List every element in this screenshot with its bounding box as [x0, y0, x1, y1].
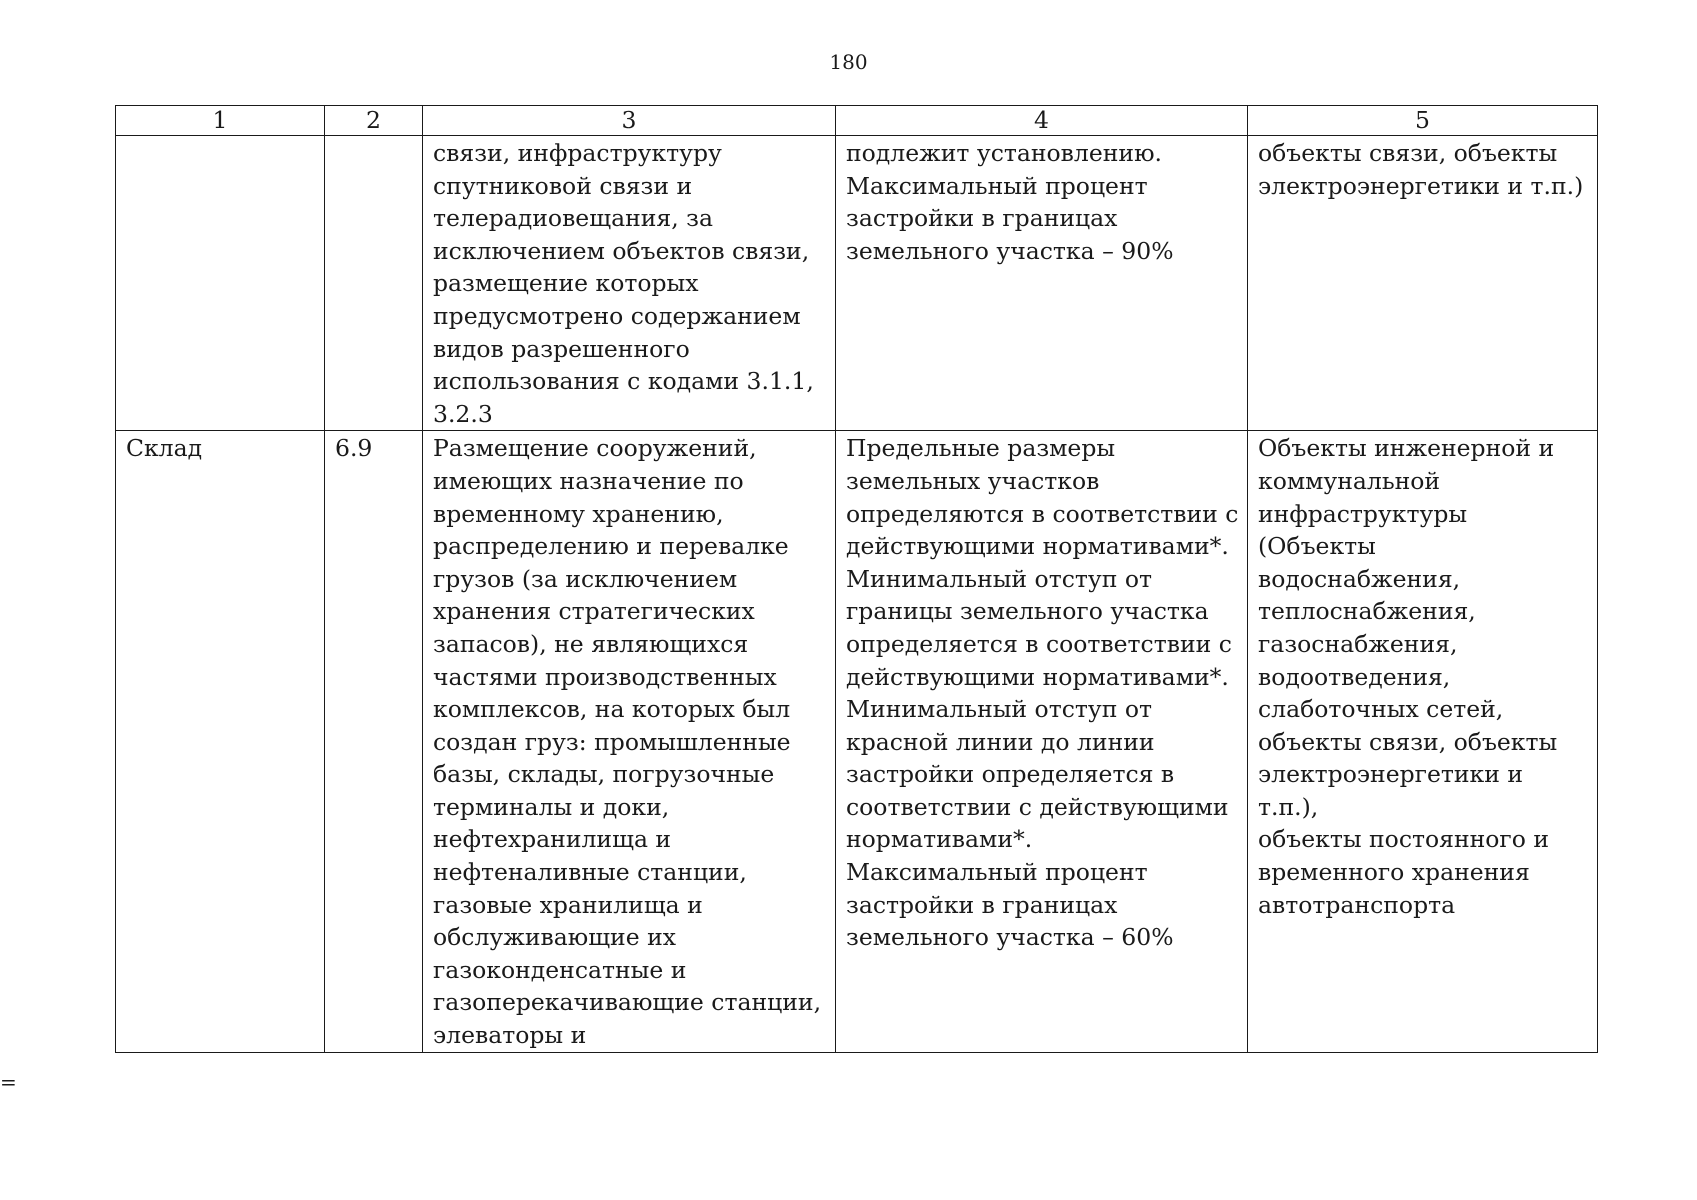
- edge-mark: =: [0, 1070, 17, 1094]
- land-use-table: [115, 105, 1598, 1053]
- use-name: Склад: [126, 434, 203, 463]
- use-name-cell: [116, 431, 325, 1053]
- column-header-5: 5: [1248, 106, 1598, 136]
- use-description: Размещение сооружений, имеющих назначение по временному хранению, распределению и перевалке грузов (за исключением хранения стратегических запасов), не являющихся частями производственных комплексов, на которых был создан груз: промышленные базы, склады, погрузочные терминалы и доки, нефтехранилища и нефтеналивные станции, газовые хранилища и обслуживающие их газоконденсатные и газоперекачивающие станции, элеваторы и: [433, 434, 822, 1050]
- use-parameters-cell: [836, 431, 1248, 1053]
- column-header-1: 1: [116, 106, 325, 136]
- use-code-cell: [325, 431, 423, 1053]
- column-header-3: 3: [423, 106, 836, 136]
- table-row: [116, 431, 1598, 1053]
- auxiliary-objects-cell: [1248, 136, 1598, 431]
- use-code-cell: [325, 136, 423, 431]
- use-parameters-cell: [836, 136, 1248, 431]
- page-number: 180: [829, 50, 868, 74]
- table-header-row: [116, 106, 1598, 136]
- table-row: [116, 136, 1598, 431]
- use-name-cell: [116, 136, 325, 431]
- use-description-cell: [423, 136, 836, 431]
- column-header-4: 4: [836, 106, 1248, 136]
- auxiliary-objects: объекты связи, объекты электроэнергетики и т.п.): [1258, 139, 1584, 200]
- auxiliary-objects-cell: [1248, 431, 1598, 1053]
- use-parameters: Предельные размеры земельных участков определяются в соответствии с действующими нормативами*. Минимальный отступ от границы земельного участка определяется в соответствии с действующими нормативами*. Минимальный отступ от красной линии до линии застройки определяется в соответствии с действующими нормативами*. Максимальный процент застройки в границах земельного участка – 60%: [846, 434, 1239, 952]
- use-code: 6.9: [335, 434, 373, 463]
- use-parameters: подлежит установлению. Максимальный процент застройки в границах земельного участка – 90%: [846, 139, 1174, 265]
- auxiliary-objects: Объекты инженерной и коммунальной инфраструктуры (Объекты водоснабжения, теплоснабжения, газоснабжения, водоотведения, слаботочных сетей, объекты связи, объекты электроэнергетики и т.п.), объекты постоянного и временного хранения автотранспорта: [1258, 434, 1558, 919]
- column-header-2: 2: [325, 106, 423, 136]
- use-description-cell: [423, 431, 836, 1053]
- use-description: связи, инфраструктуру спутниковой связи и телерадиовещания, за исключением объектов связи, размещение которых предусмотрено содержанием видов разрешенного использования с кодами 3.1.1, 3.2.3: [433, 139, 814, 428]
